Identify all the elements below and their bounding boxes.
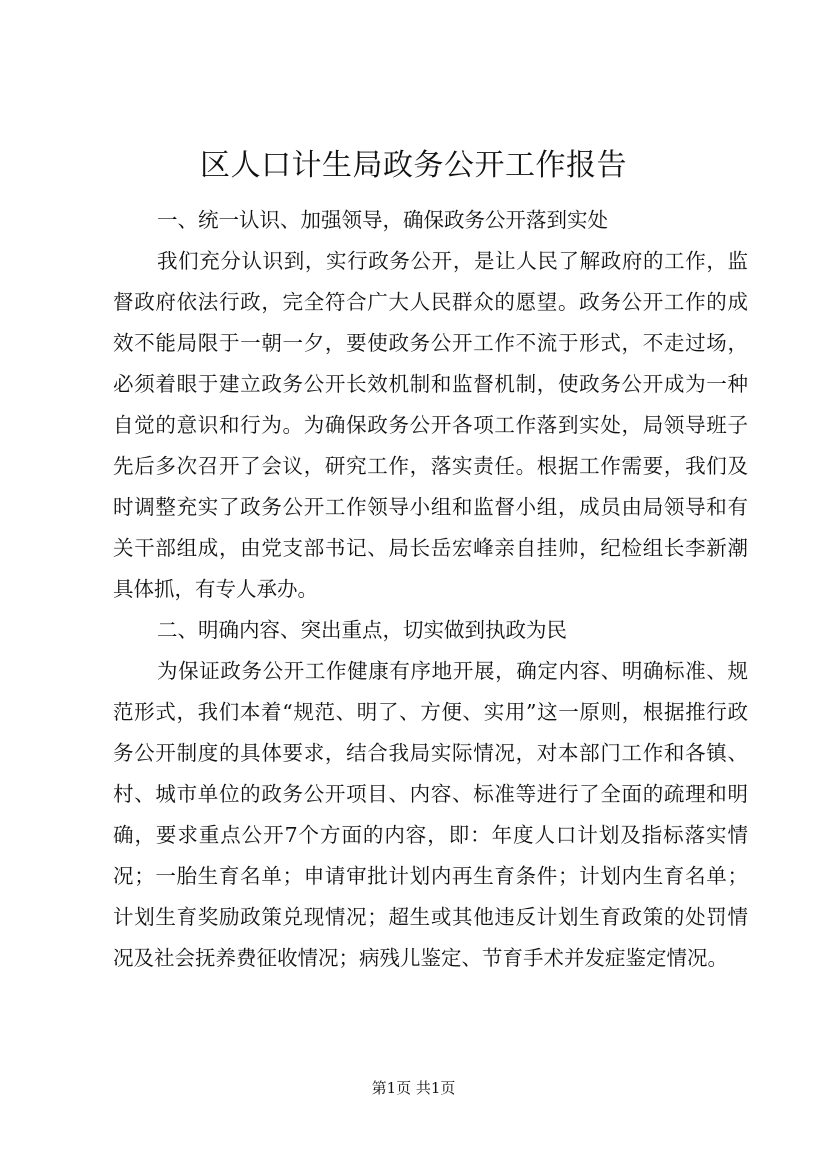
section-paragraph-2: 为保证政务公开工作健康有序地开展，确定内容、明确标准、规范形式，我们本着“规范、明了、方便、实用”这一原则，根据推行政务公开制度的具体要求，结合我局实际情况，对本部门工作和各镇、村、城市单位的政务公开项目、内容、标准等进行了全面的疏理和明确，要求重点公开7个方面的内容，即：年度人口计划及指标落实情况；一胎生育名单；申请审批计划内再生育条件；计划内生育名单；计划生育奖励政策兑现情况；超生或其他违反计划生育政策的处罚情况及社会抚养费征收情况；病残儿鉴定、节育手术并发症鉴定情况。 <box>113 659 748 970</box>
page-number-footer: 第1页 共1页 <box>371 1079 456 1097</box>
section-paragraph-1: 我们充分认识到，实行政务公开，是让人民了解政府的工作，监督政府依法行政，完全符合广大人民群众的愿望。政务公开工作的成效不能局限于一朝一夕，要使政务公开工作不流于形式，不走过场，必须着眼于建立政务公开长效机制和监督机制，使政务公开成为一种自觉的意识和行为。为确保政务公开各项工作落到实处，局领导班子先后多次召开了会议，研究工作，落实责任。根据工作需要，我们及时调整充实了政务公开工作领导小组和监督小组，成员由局领导和有关干部组成，由党支部书记、局长岳宏峰亲自挂帅，纪检组长李新潮具体抓，有专人承办。 <box>113 249 748 601</box>
document-body <box>113 200 748 979</box>
document-title: 区人口计生局政务公开工作报告 <box>200 148 627 183</box>
section-heading-1: 一、统一认识、加强领导，确保政务公开落到实处 <box>157 208 608 232</box>
section-heading-2: 二、明确内容、突出重点，切实做到执政为民 <box>157 618 567 642</box>
